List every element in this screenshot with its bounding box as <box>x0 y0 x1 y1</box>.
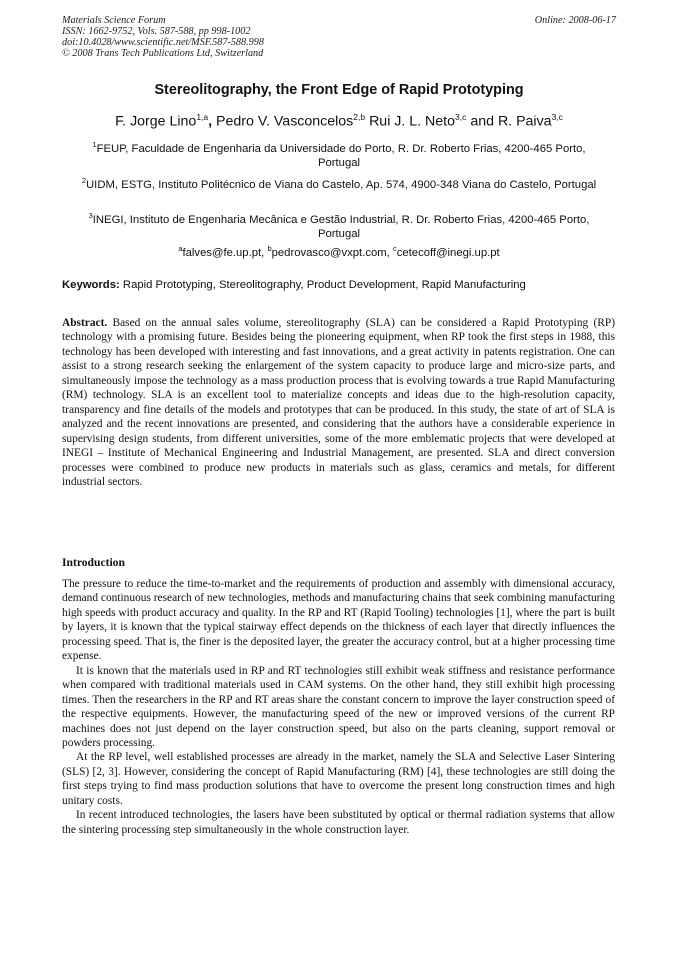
author-emails <box>62 244 616 259</box>
email-address: falves@fe.up.pt, <box>182 246 265 259</box>
section-heading: Introduction <box>62 556 125 569</box>
affiliation-mark: 3 <box>88 211 93 220</box>
author-affiliation-mark: 1,a <box>196 112 209 122</box>
online-date: Online: 2008-06-17 <box>534 15 616 26</box>
paragraph: The pressure to reduce the time-to-market and the requirements of production and assembly with dimensional accuracy, demand continuous research of new technologies, methods and manufacturing chains that seek combining manufacturing high speeds with product accuracy and quality. In the RP and RT (Rapid Tooling) technologies [1], where the part is built by layers, it is known that the typical stairway effect depends on the thickness of each layer that directly influences the processing speed. That is, the finer is the deposited layer, the greater the accuracy control, but at a higher processing time expense. <box>62 578 615 663</box>
author-name: Pedro V. Vasconcelos <box>216 113 354 130</box>
abstract-label: Abstract. <box>62 317 108 329</box>
affiliation <box>74 174 604 192</box>
author-affiliation-mark: 2,b <box>353 112 366 122</box>
author-list: F. Jorge Lino$^{1,a}$, Pedro V. Vasconcelos$^{2,b}$ Rui J. L. Neto$^{3,c}$ and R. Paiva$^{3,c}$ <box>115 112 563 130</box>
paragraph: It is known that the materials used in RP and RT technologies still exhibit weak stiffness and resistance performance when compared with traditional materials used in CAM systems. On the other hand, they still exhibit high processing times. Then the researchers in the RP and RT areas share the constant concern to improve the layer construction speed of the respective equipments. However, the manufacturing speed of the new or improved versions of the current RP machines does not just depend on the layer construction speed, but also on the parts cleaning, support removal or powders processing. <box>62 664 615 749</box>
author-affiliation-mark: 3,c <box>551 112 563 122</box>
affiliation-text: INEGI, Instituto de Engenharia Mecânica e Gestão Industrial, R. Dr. Roberto Frias, 4200-465 Porto, Portugal <box>92 213 590 241</box>
affiliation <box>74 209 604 242</box>
journal-copyright: © 2008 Trans Tech Publications Ltd, Switzerland <box>62 48 264 59</box>
journal-header <box>62 15 264 59</box>
author-name: R. Paiva <box>497 113 552 130</box>
author-affiliation-mark: 3,c <box>455 112 467 122</box>
paragraph: At the RP level, well established processes are already in the market, namely the SLA and Selective Laser Sintering (SLS) [2, 3]. However, considering the concept of Rapid Manufacturing (RM) [4], these technologies are still doing the first steps trying to find mass production solutions that have to overcome the present long construction times and high unitary costs. <box>62 751 615 807</box>
abstract <box>62 316 615 489</box>
affiliation-mark: 2 <box>81 176 87 185</box>
introduction-body <box>62 577 615 837</box>
keywords-label: Keywords: <box>62 279 120 291</box>
abstract-text: Based on the annual sales volume, stereolitography (SLA) can be considered a Rapid Prototyping (RP) technology with a promising future. Besides being the pioneering equipment, when RP took the first steps in 1988, this technology has been developed with interesting and fast innovations, and a great activity in patents registration. One can assist to a strong research seeking the enlargement of the system capacity to produce large and micro-size parts, and simultaneously impose the technology as a mass production process that is evolving towards a true Rapid Manufacturing (RM) technology. SLA is an excellent tool to materialize concepts and ideas due to the high-resolution capacity, transparency and fine details of the models and prototypes that can be produced. In this study, the state of art of SLA is analyzed and the recent innovations are presented, and considering that the authors have a considerable experience in supervising design students, from different universities, some of the more emblematic projects that were developed at INEGI – Institute of Mechanical Engineering and Industrial Management, are presented. SLA and direct conversion processes were combined to produce new products in materials such as glass, ceramics and metals, for different industrial sectors. <box>62 317 615 488</box>
email-mark: a <box>178 244 183 253</box>
author-conjunction: and <box>470 113 494 130</box>
keywords <box>62 279 622 291</box>
journal-name: Materials Science Forum <box>62 15 166 26</box>
journal-issn: ISSN: 1662-9752, Vols. 587-588, pp 998-1002 <box>62 26 251 37</box>
author-name: Rui J. L. Neto <box>369 113 456 130</box>
email-mark: c <box>392 244 397 253</box>
paper-title: Stereolitography, the Front Edge of Rapid Prototyping <box>154 82 524 98</box>
keywords-text: Rapid Prototyping, Stereolitography, Product Development, Rapid Manufacturing <box>122 279 526 291</box>
affiliation-text: UIDM, ESTG, Instituto Politécnico de Viana do Castelo, Ap. 574, 4900-348 Viana do Castelo, Portugal <box>86 178 597 191</box>
affiliation <box>74 138 604 171</box>
journal-doi: doi:10.4028/www.scientific.net/MSF.587-588.998 <box>62 37 264 48</box>
affiliation-mark: 1 <box>92 140 97 149</box>
author-name: F. Jorge Lino <box>115 113 197 130</box>
email-address: pedrovasco@vxpt.com, <box>271 246 390 259</box>
paragraph: In recent introduced technologies, the lasers have been substituted by optical or thermal radiation systems that allow the sintering processing step simultaneously in the whole construction layer. <box>62 809 615 836</box>
affiliation-text: FEUP, Faculdade de Engenharia da Universidade do Porto, R. Dr. Roberto Frias, 4200-465 Porto, Portugal <box>96 142 586 170</box>
email-address: cetecoff@inegi.up.pt <box>396 246 500 259</box>
email-mark: b <box>267 244 272 253</box>
